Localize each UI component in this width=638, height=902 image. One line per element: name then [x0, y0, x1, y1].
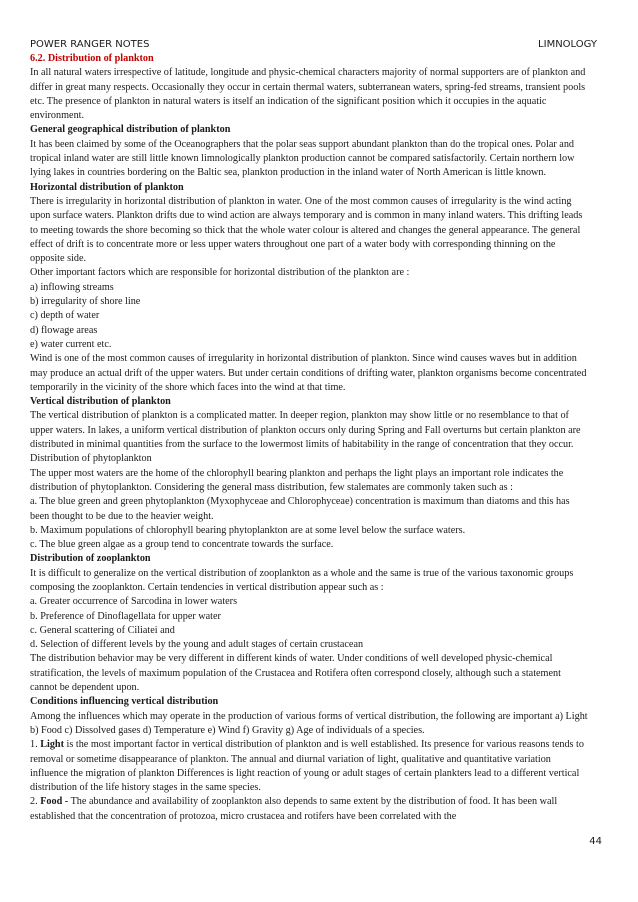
vertical-heading: Vertical distribution of plankton — [30, 396, 171, 408]
vertical-paragraph: The vertical distribution of plankton is a complicated matter. In deeper region, plankton may show little or no resemblance to that of upper waters. In lakes, a uniform vertical distribution of plankton occurs only during Spring and Fall overturns but certain plankton are distributed in minimal quantities from the surface to the lowermost limits of habitability in the range of concentration that they occur. — [30, 410, 581, 451]
food-text: The abundance and availability of zooplankton also depends to same extent by the distribution of food. It has been wall established that the concentration of protozoa, micro crustacea and rotifers have been correlated with the — [30, 796, 558, 822]
list-item: c. General scattering of Ciliatei and — [30, 624, 175, 636]
light-number: 1. — [30, 739, 38, 751]
list-item: b. Maximum populations of chlorophyll bearing phytoplankton are at some level below the surface waters. — [30, 524, 466, 536]
list-item: c) depth of water — [30, 310, 100, 322]
phyto-paragraph: The upper most waters are the home of the chlorophyll bearing plankton and perhaps the light plays an important role indicates the distribution of phytoplankton. Considering the general mass distribution, few stalemates are commonly taken such as : — [30, 467, 564, 493]
intro-paragraph: In all natural waters irrespective of latitude, longitude and physic-chemical characters majority of normal supporters are of plankton and differ in great many respects. Occasionally they occur in certain thermal waters, subterranean waters, spring-fed streams, transient pools etc. The presence of plankton in natural waters is itself an indication of the significant position which it occupies in the aquatic environment. — [30, 67, 586, 122]
wind-paragraph: Wind is one of the most common causes of irregularity in horizontal distribution of plankton. Since wind causes waves but in addition may produce an actual drift of the upper waters. But under certain conditions of drifting water, plankton organisms become concentrated temporarily in the vicinity of the shore which faces into the wind at that time. — [30, 353, 587, 393]
food-paragraph — [30, 795, 590, 824]
food-number: 2. — [30, 796, 38, 808]
geo-paragraph: It has been claimed by some of the Oceanographers that the polar seas support abundant plankton than do the tropical ones. Polar and tropical inland water are still little known limnologically plankton production cannot be compared satisfactorily. Certain northern low lying lakes in countries bordering on the Baltic sea, plankton production in the inland water of North American is little known. — [30, 138, 575, 179]
light-term: Light — [40, 739, 64, 751]
food-term: Food - — [40, 796, 69, 808]
phyto-subheading: Distribution of phytoplankton — [30, 453, 152, 465]
light-text: is the most important factor in vertical distribution of plankton and is well established. Its presence for various reasons tends to removal or sometime disappearance of plankton. The annual and diurnal variation of light, qualitative and quantitative variation influence the migration of plankton Differences is light reaction of young or adult stages of certain plankters lead to a different vertical distribution of the life history stages in the same species. — [30, 739, 584, 794]
header-right: LIMNOLOGY — [538, 39, 597, 50]
factors-intro: Other important factors which are responsible for horizontal distribution of the plankton are : — [30, 267, 410, 279]
zoo-heading: Distribution of zooplankton — [30, 553, 151, 565]
list-item: c. The blue green algae as a group tend to concentrate towards the surface. — [30, 539, 334, 551]
horizontal-heading: Horizontal distribution of plankton — [30, 181, 184, 193]
zoo-after-paragraph: The distribution behavior may be very different in different kinds of water. Under conditions of well developed physic-chemical stratification, the levels of maximum population of the Crustacea and Rotifera often correspond closely, although such a statement cannot be dependent upon. — [30, 653, 561, 694]
document-body — [30, 52, 590, 824]
list-item: b) irregularity of shore line — [30, 296, 141, 308]
conditions-heading: Conditions influencing vertical distribution — [30, 696, 219, 708]
list-item: e) water current etc. — [30, 338, 112, 350]
list-item: a) inflowing streams — [30, 281, 114, 293]
page-number: 44 — [589, 836, 602, 847]
geo-heading: General geographical distribution of plankton — [30, 124, 231, 136]
list-item: d. Selection of different levels by the young and adult stages of certain crustacean — [30, 639, 364, 651]
list-item: d) flowage areas — [30, 324, 98, 336]
horizontal-paragraph: There is irregularity in horizontal distribution of plankton in water. One of the most common causes of irregularity is the wind acting upon surface waters. Plankton drifts due to wind action are always temporary and is common in many inland waters. This drifting leads to meeting towards the shore becoming so thick that the whole water colour is altered and changes the general appearance. The general effect of drift is to concentrate more or less upper waters throughout one part of a water body with corresponding thinning on the opposite side. — [30, 195, 583, 265]
conditions-intro: Among the influences which may operate in the production of various forms of vertical distribution, the following are important a) Light b) Food c) Dissolved gases d) Temperature e) Wind f) Gravity g) Age of individuals of a species. — [30, 710, 588, 736]
list-item: a. The blue green and green phytoplankton (Myxophyceae and Chlorophyceae) concentration is maximum than diatoms and this has been thought to be due to the heavier weight. — [30, 496, 570, 522]
zoo-paragraph: It is difficult to generalize on the vertical distribution of zooplankton as a whole and the same is true of the various taxonomic groups composing the zooplankton. Certain tendencies in vertical distribution appear such as : — [30, 567, 574, 593]
light-paragraph — [30, 738, 590, 795]
section-title: 6.2. Distribution of plankton — [30, 53, 154, 64]
running-header — [30, 38, 597, 51]
list-item: a. Greater occurrence of Sarcodina in lower waters — [30, 596, 238, 608]
header-left: POWER RANGER NOTES — [30, 39, 150, 50]
list-item: b. Preference of Dinoflagellata for upper water — [30, 610, 221, 622]
